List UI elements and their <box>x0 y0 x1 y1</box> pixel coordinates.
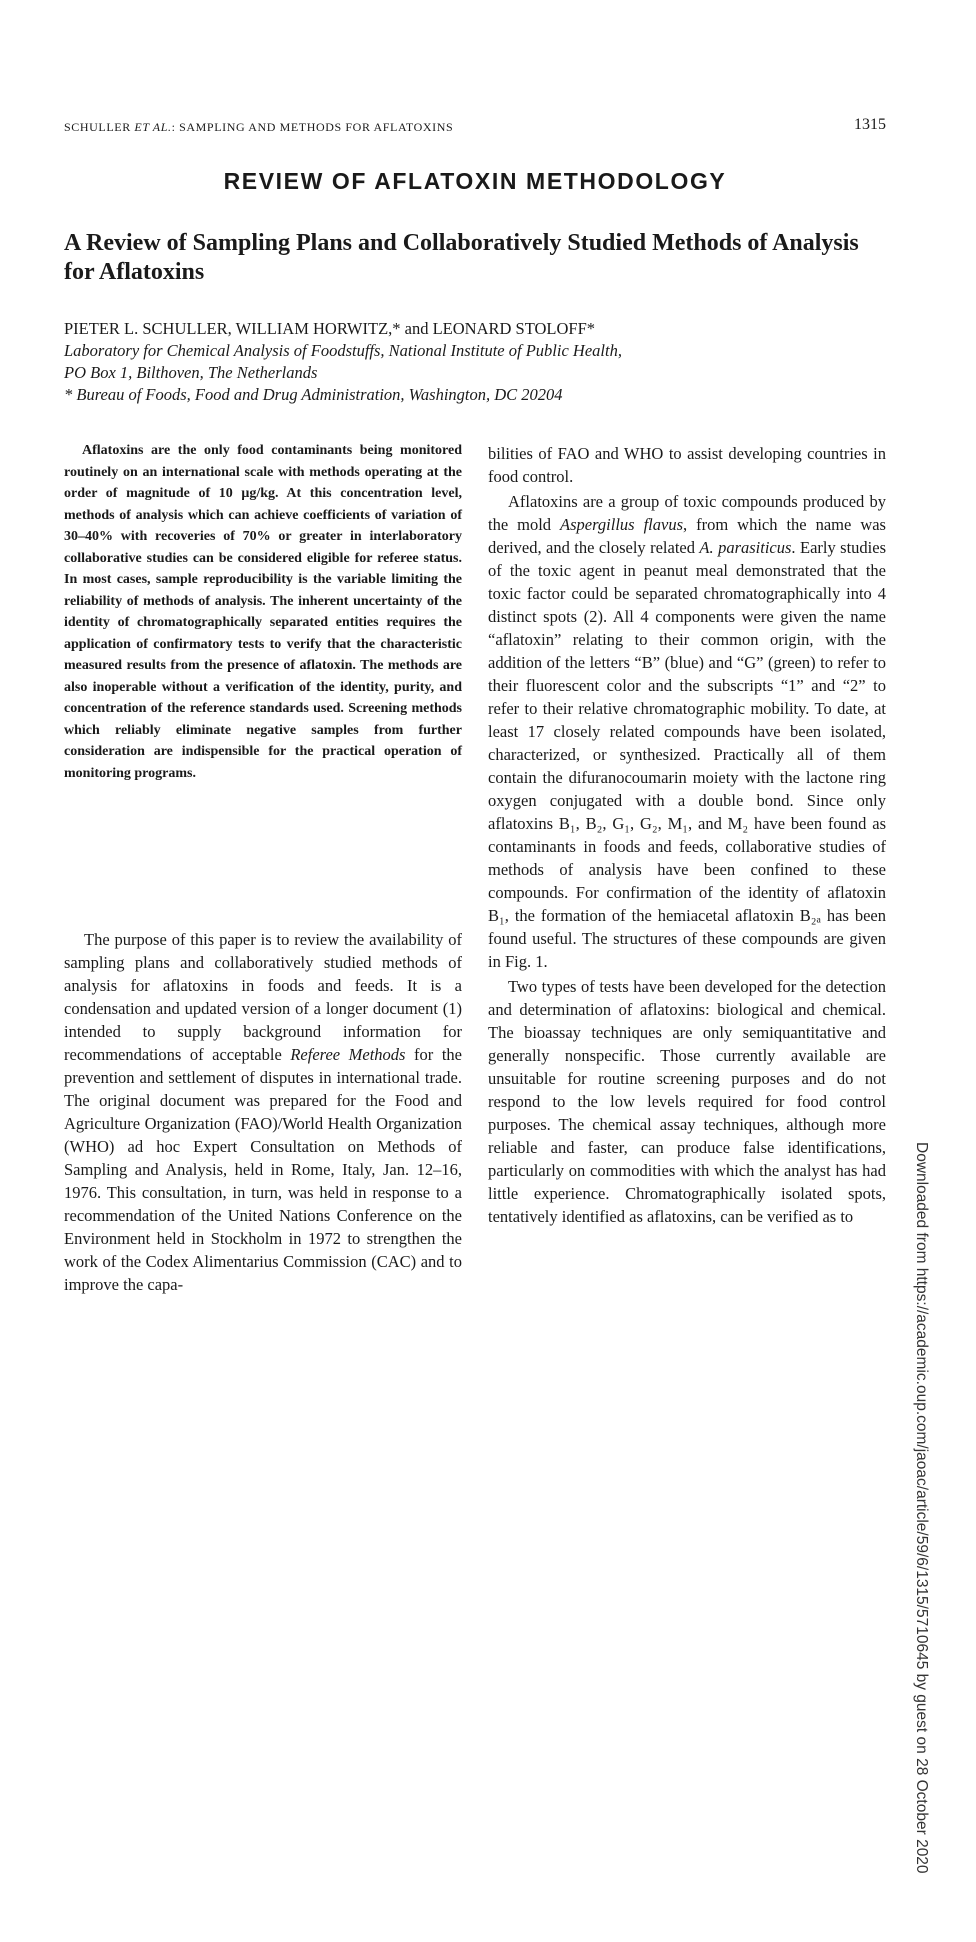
section-title: REVIEW OF AFLATOXIN METHODOLOGY <box>223 168 727 194</box>
paragraph-continuation: bilities of FAO and WHO to assist developing countries in food control. <box>488 444 886 486</box>
article-title: A Review of Sampling Plans and Collaboratively Studied Methods of Analysis for Aflatoxins <box>64 230 859 285</box>
text-run: . Early studies of the toxic agent in peanut meal demonstrated that the toxic factor could be separated chromatographically into 4 distinct spots (2). All 4 components were given the name “aflatoxin” relating to their common origin, with the addition of the letters “B” (blue) and “G” (green) to refer to their fluorescent color and the subscripts “1” and “2” to refer to their relative chromatographic mobility. To date, at least 17 closely related compounds have been isolated, characterized, or synthesized. Practically all of them contain the difuranocoumarin moiety with the lactone ring oxygen conjugated with a double bond. Since only aflatoxins B₁, B₂, G₁, G₂, M₁, and M₂ have been found as contaminants in foods and feeds, collaborative studies of methods of analysis have been confined to these compounds. For confirmation of the identity of aflatoxin B₁, the formation of the hemiacetal aflatoxin B₂ₐ has been found useful. The structures of these compounds are given in Fig. 1. <box>488 538 886 971</box>
affiliation-2: * Bureau of Foods, Food and Drug Administration, Washington, DC 20204 <box>64 385 563 404</box>
page-number: 1315 <box>854 116 886 133</box>
author-names: PIETER L. SCHULLER, WILLIAM HORWITZ,* and LEONARD STOLOFF* <box>64 319 596 338</box>
text-run: Aflatoxins are a group of toxic compounds produced by the mold <box>488 492 886 534</box>
referee-methods-italic: Referee Methods <box>290 1045 406 1064</box>
running-head-prefix: SCHULLER <box>64 120 135 134</box>
running-head-etal: ET AL. <box>134 120 172 134</box>
body-column-right <box>488 442 886 1228</box>
paragraph-aflatoxins-group <box>488 490 886 973</box>
species-name: Aspergillus flavus <box>560 515 683 534</box>
download-watermark: Downloaded from https://academic.oup.com/jaoac/article/59/6/1315/5710645 by guest on 28 October 2020 <box>913 1142 930 1874</box>
paragraph-test-types: Two types of tests have been developed for the detection and determination of aflatoxins: biological and chemical. The bioassay techniques are only semiquantitative and generally nonspecific. Those currently available are unsuitable for routine screening purposes and do not respond to the low levels required for food control purposes. The chemical assay techniques, although more reliable and faster, can produce false identifications, particularly on commodities with which the analyst has had little experience. Chromatographically isolated spots, tentatively identified as aflatoxins, can be verified as to <box>488 977 886 1226</box>
running-head <box>64 116 886 135</box>
abstract: Aflatoxins are the only food contaminants being monitored routinely on an international scale with methods operating at the order of magnitude of 10 μg/kg. At this concentration level, methods of analysis which can achieve coefficients of variation of 30–40% with recoveries of 70% or greater in interlaboratory collaborative studies can be considered eligible for referee status. In most cases, sample reproducibility is the variable limiting the reliability of methods of analysis. The inherent uncertainty of the identity of chromatographically separated entities requires the application of confirmatory tests to verify that the characteristic measured results from the presence of aflatoxin. The methods are also inoperable without a verification of the identity, purity, and concentration of the reference standards used. Screening methods which reliably eliminate negative samples from further consideration are indispensible for the practical operation of monitoring programs. <box>64 443 462 781</box>
affiliation-1b: PO Box 1, Bilthoven, The Netherlands <box>64 363 318 382</box>
running-head-suffix: : SAMPLING AND METHODS FOR AFLATOXINS <box>171 120 454 134</box>
text-run: The purpose of this paper is to review the availability of sampling plans and collaboratively studied methods of analysis for aflatoxins in foods and feeds. It is a condensation and updated version of a longer document (1) intended to supply background information for recommendations of acceptable <box>64 930 462 1064</box>
body-column-left <box>64 928 462 1296</box>
authors-block <box>64 318 894 406</box>
paragraph-purpose <box>64 928 462 1296</box>
species-name: A. parasiticus <box>699 538 792 557</box>
text-run: , from which the name was derived, and the closely related <box>488 515 886 557</box>
text-run: for the prevention and settlement of disputes in international trade. The original document was prepared for the Food and Agriculture Organization (FAO)/World Health Organization (WHO) ad hoc Expert Consultation on Methods of Sampling and Analysis, held in Rome, Italy, Jan. 12–16, 1976. This consultation, in turn, was held in response to a recommendation of the United Nations Conference on the Environment held in Stockholm in 1972 to strengthen the work of the Codex Alimentarius Commission (CAC) and to improve the capa- <box>64 1045 462 1294</box>
affiliation-1a: Laboratory for Chemical Analysis of Foodstuffs, National Institute of Public Health, <box>64 341 622 360</box>
